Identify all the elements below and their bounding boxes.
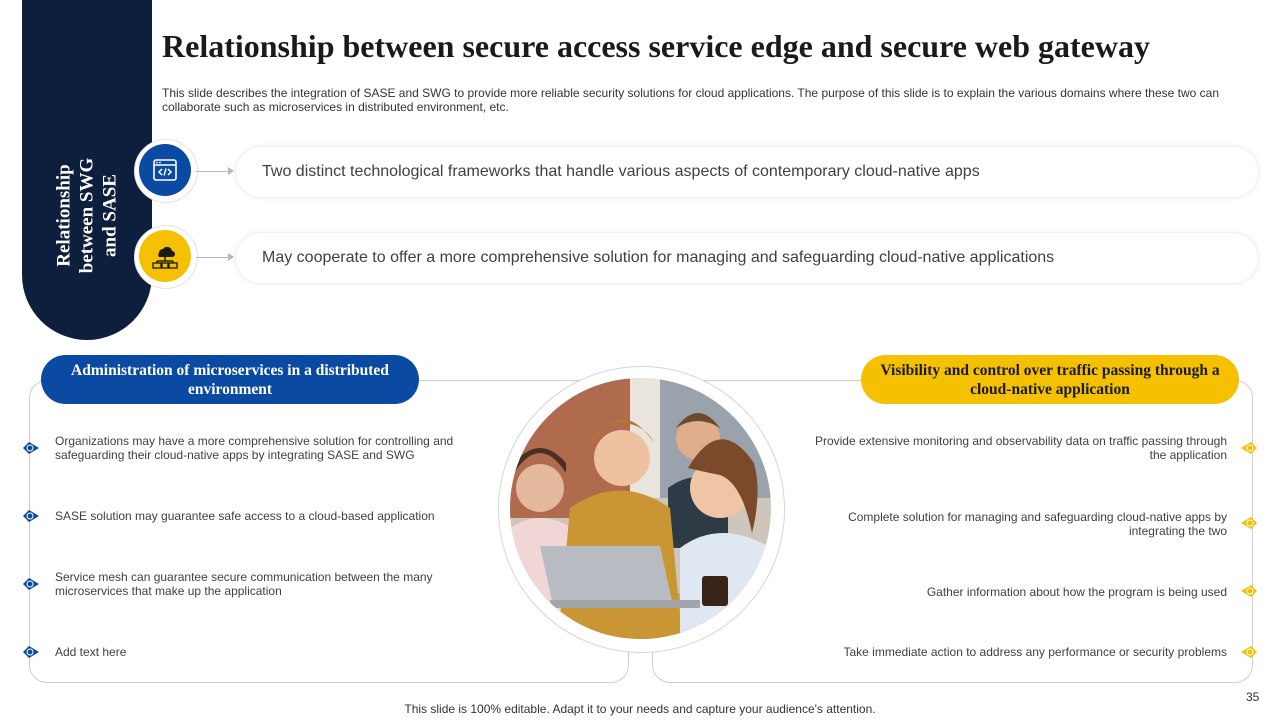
- left-item-2: SASE solution may guarantee safe access to a cloud-based application: [55, 509, 435, 523]
- left-bullet-icon: [23, 509, 39, 523]
- right-panel-title: Visibility and control over traffic passing through a cloud-native application: [861, 355, 1239, 404]
- left-bullet-icon: [23, 577, 39, 591]
- connector-line: [196, 171, 228, 172]
- sidebar-title: Relationship between SWG and SASE: [53, 157, 121, 273]
- code-window-icon: [139, 144, 191, 196]
- connector-arrow: [228, 167, 234, 175]
- left-item-1: Organizations may have a more comprehensive solution for controlling and safeguarding their cloud-native apps by integrating SASE and SWG: [55, 434, 454, 462]
- right-bullet-icon: [1241, 441, 1257, 455]
- page-description: This slide describes the integration of SASE and SWG to provide more reliable security solutions for cloud applications. The purpose of this slide is to explain the various domains where these two can collaborate such as microservices in distributed environment, etc.: [162, 86, 1219, 114]
- connector-line: [196, 257, 228, 258]
- right-item-1: Provide extensive monitoring and observability data on traffic passing through the application: [814, 434, 1227, 462]
- left-item-3: Service mesh can guarantee secure communication between the many microservices that make up the application: [55, 570, 433, 598]
- connector-arrow: [228, 253, 234, 261]
- statement-2: [236, 233, 1258, 283]
- statement-1-text: Two distinct technological frameworks that handle various aspects of contemporary cloud-native apps: [262, 163, 980, 180]
- page-title: Relationship between secure access service edge and secure web gateway: [162, 28, 1150, 64]
- right-item-2: Complete solution for managing and safeguarding cloud-native apps by integrating the two: [848, 510, 1227, 538]
- statement-1: [236, 147, 1258, 197]
- right-item-3: Gather information about how the program is being used: [926, 585, 1227, 599]
- cloud-network-icon: [139, 230, 191, 282]
- team-photo: [510, 378, 771, 639]
- right-item-4: Take immediate action to address any performance or security problems: [843, 645, 1227, 659]
- right-bullet-icon: [1241, 645, 1257, 659]
- left-bullet-icon: [23, 441, 39, 455]
- left-panel-title: Administration of microservices in a distributed environment: [41, 355, 419, 404]
- page-number: 35: [1246, 690, 1260, 704]
- right-bullet-icon: [1241, 584, 1257, 598]
- left-item-4: Add text here: [55, 645, 127, 659]
- right-bullet-icon: [1241, 516, 1257, 530]
- sidebar-title-wrap: [22, 60, 152, 370]
- left-bullet-icon: [23, 645, 39, 659]
- footer-text: This slide is 100% editable. Adapt it to your needs and capture your audience's attention.: [404, 702, 876, 716]
- statement-2-text: May cooperate to offer a more comprehensive solution for managing and safeguarding cloud-native applications: [262, 249, 1055, 266]
